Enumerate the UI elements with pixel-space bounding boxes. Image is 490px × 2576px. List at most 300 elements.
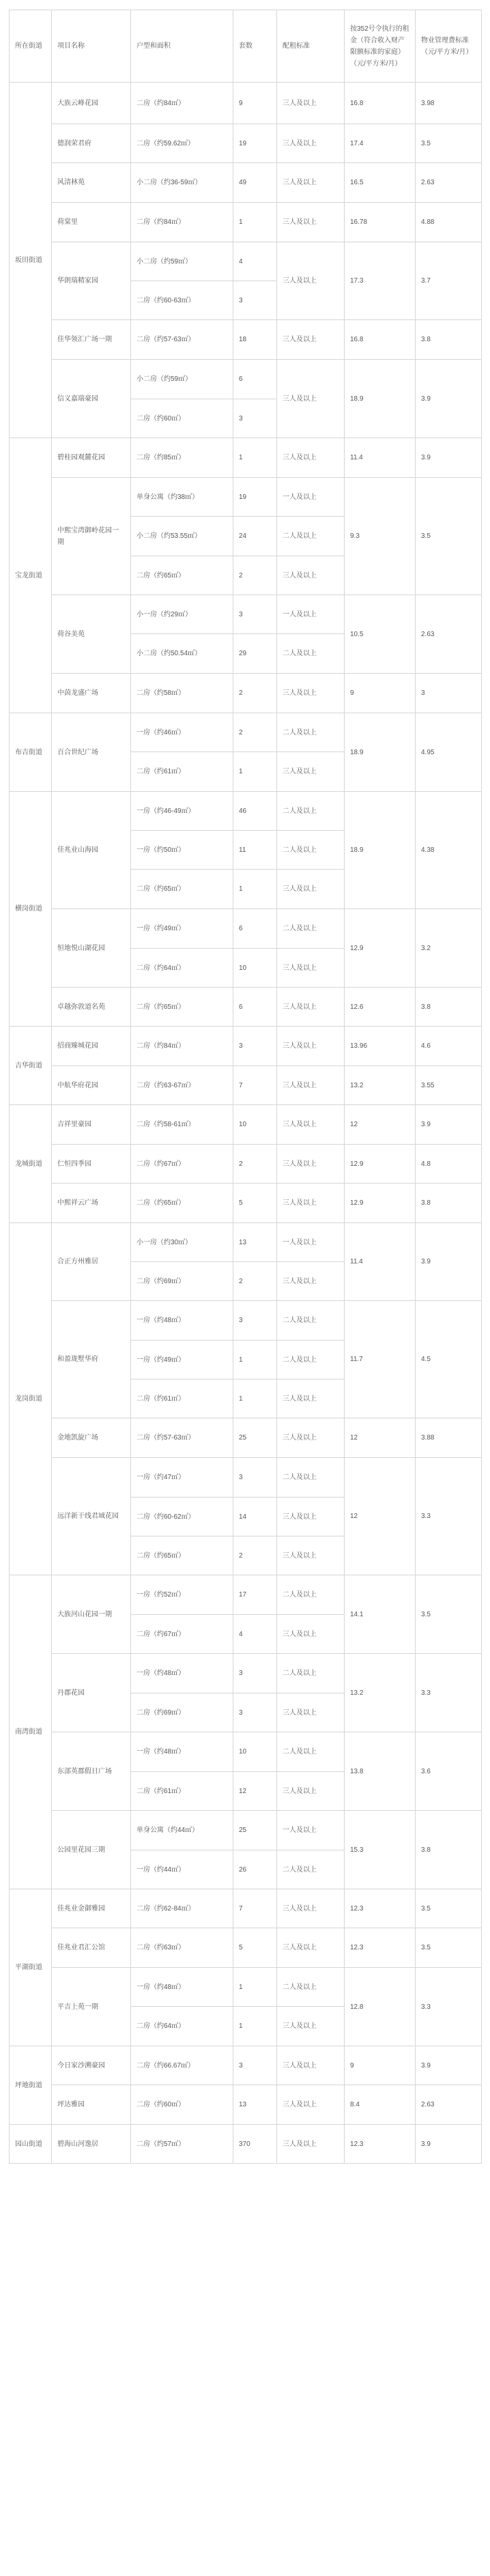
table-cell: 二房（约67㎡） bbox=[131, 1615, 233, 1654]
property-fee-cell: 3.7 bbox=[416, 242, 482, 320]
header-street: 所在街道 bbox=[10, 10, 52, 83]
unit-count-cell: 6 bbox=[233, 988, 277, 1027]
property-fee-cell: 4.38 bbox=[416, 792, 482, 909]
rent-cell: 18.9 bbox=[345, 713, 416, 792]
table-cell: 二房（约61㎡） bbox=[131, 752, 233, 792]
property-fee-cell: 3.9 bbox=[416, 360, 482, 438]
rent-cell: 13.8 bbox=[345, 1732, 416, 1811]
table-row bbox=[10, 1811, 482, 1850]
allocation-cell: 三人及以上 bbox=[277, 242, 345, 320]
property-fee-cell: 3.3 bbox=[416, 1654, 482, 1732]
rent-cell: 12 bbox=[345, 1105, 416, 1145]
table-cell: 三人及以上 bbox=[277, 1772, 345, 1811]
table-cell: 二房（约61㎡） bbox=[131, 1379, 233, 1418]
table-row bbox=[10, 242, 482, 281]
unit-count-cell: 2 bbox=[233, 713, 277, 752]
table-cell: 三人及以上 bbox=[277, 1615, 345, 1654]
rent-cell: 16.78 bbox=[345, 203, 416, 242]
property-fee-cell: 3.5 bbox=[416, 1928, 482, 1968]
allocation-cell: 三人及以上 bbox=[277, 83, 345, 124]
rent-cell: 10.5 bbox=[345, 595, 416, 674]
rent-cell: 13.2 bbox=[345, 1654, 416, 1732]
rent-cell: 8.4 bbox=[345, 2085, 416, 2125]
table-row bbox=[10, 1968, 482, 2007]
street-cell: 园山街道 bbox=[10, 2125, 52, 2164]
unit-type-cell: 二房（约84㎡） bbox=[131, 1027, 233, 1066]
table-cell: 3 bbox=[233, 1693, 277, 1732]
allocation-cell: 一人及以上 bbox=[277, 1223, 345, 1262]
rental-table-wrapper bbox=[9, 10, 482, 2164]
table-cell: 三人及以上 bbox=[277, 1498, 345, 1536]
table-cell: 1 bbox=[233, 1379, 277, 1418]
table-row bbox=[10, 478, 482, 517]
table-row bbox=[10, 1458, 482, 1498]
unit-count-cell: 1 bbox=[233, 438, 277, 478]
header-unit-type-area: 户型和面积 bbox=[131, 10, 233, 83]
rent-cell: 17.4 bbox=[345, 124, 416, 163]
unit-type-cell: 单身公寓（约44㎡） bbox=[131, 1811, 233, 1850]
table-cell: 1 bbox=[233, 752, 277, 792]
project-name-cell: 佳兆业君汇公馆 bbox=[52, 1928, 131, 1968]
unit-count-cell: 6 bbox=[233, 909, 277, 949]
property-fee-cell: 3.55 bbox=[416, 1066, 482, 1105]
allocation-cell: 三人及以上 bbox=[277, 203, 345, 242]
table-row bbox=[10, 2046, 482, 2085]
unit-count-cell: 3 bbox=[233, 2046, 277, 2085]
table-row bbox=[10, 320, 482, 360]
property-fee-cell: 2.63 bbox=[416, 163, 482, 203]
table-row bbox=[10, 438, 482, 478]
rent-cell: 16.5 bbox=[345, 163, 416, 203]
table-cell: 1 bbox=[233, 1341, 277, 1379]
street-cell: 宝龙街道 bbox=[10, 438, 52, 713]
property-fee-cell: 3 bbox=[416, 674, 482, 713]
table-row bbox=[10, 1066, 482, 1105]
project-name-cell: 佳华领汇广场一期 bbox=[52, 320, 131, 360]
rent-cell: 12.9 bbox=[345, 909, 416, 988]
table-row bbox=[10, 1145, 482, 1184]
street-cell: 坪地街道 bbox=[10, 2046, 52, 2125]
allocation-cell: 三人及以上 bbox=[277, 1145, 345, 1184]
street-cell: 平湖街道 bbox=[10, 1889, 52, 2046]
table-cell: 2 bbox=[233, 1536, 277, 1575]
table-cell: 二房（约60㎡） bbox=[131, 399, 233, 438]
project-name-cell: 德润荣君府 bbox=[52, 124, 131, 163]
property-fee-cell: 3.5 bbox=[416, 124, 482, 163]
table-row bbox=[10, 713, 482, 752]
street-cell: 坂田街道 bbox=[10, 83, 52, 438]
property-fee-cell: 3.9 bbox=[416, 2125, 482, 2164]
table-cell: 2 bbox=[233, 1262, 277, 1301]
unit-count-cell: 3 bbox=[233, 1301, 277, 1341]
property-fee-cell: 3.8 bbox=[416, 988, 482, 1027]
table-header-row bbox=[10, 10, 482, 83]
table-row bbox=[10, 1301, 482, 1341]
project-name-cell: 恒地悦山湖花园 bbox=[52, 909, 131, 988]
rent-cell: 15.3 bbox=[345, 1811, 416, 1889]
table-cell: 二房（约65㎡） bbox=[131, 870, 233, 909]
unit-type-cell: 二房（约57㎡） bbox=[131, 2125, 233, 2164]
rent-cell: 17.3 bbox=[345, 242, 416, 320]
table-cell: 三人及以上 bbox=[277, 1379, 345, 1418]
table-cell: 三人及以上 bbox=[277, 2007, 345, 2046]
table-row bbox=[10, 1105, 482, 1145]
project-name-cell: 公园里花园三期 bbox=[52, 1811, 131, 1889]
allocation-cell: 三人及以上 bbox=[277, 1184, 345, 1223]
property-fee-cell: 3.5 bbox=[416, 478, 482, 595]
table-cell: 二房（约64㎡） bbox=[131, 2007, 233, 2046]
unit-count-cell: 370 bbox=[233, 2125, 277, 2164]
unit-count-cell: 19 bbox=[233, 478, 277, 517]
project-name-cell: 碧海山河逸居 bbox=[52, 2125, 131, 2164]
unit-type-cell: 小一房（约30㎡） bbox=[131, 1223, 233, 1262]
street-cell: 龙城街道 bbox=[10, 1105, 52, 1223]
unit-count-cell: 18 bbox=[233, 320, 277, 360]
project-name-cell: 百合世纪广场 bbox=[52, 713, 131, 792]
table-cell: 二人及以上 bbox=[277, 517, 345, 556]
rent-cell: 13.2 bbox=[345, 1066, 416, 1105]
header-rent: 按352号令执行的租金（符合收入财产限额标准的家庭）（元/平方米/月） bbox=[345, 10, 416, 83]
property-fee-cell: 3.3 bbox=[416, 1968, 482, 2046]
table-cell: 三人及以上 bbox=[277, 556, 345, 595]
table-cell: 3 bbox=[233, 281, 277, 320]
unit-count-cell: 19 bbox=[233, 124, 277, 163]
unit-count-cell: 10 bbox=[233, 1105, 277, 1145]
table-row bbox=[10, 1575, 482, 1615]
table-cell: 2 bbox=[233, 556, 277, 595]
allocation-cell: 三人及以上 bbox=[277, 1418, 345, 1458]
rent-cell: 12.9 bbox=[345, 1184, 416, 1223]
unit-count-cell: 25 bbox=[233, 1418, 277, 1458]
unit-type-cell: 一房（约49㎡） bbox=[131, 909, 233, 949]
unit-type-cell: 小二房（约36-59㎡） bbox=[131, 163, 233, 203]
unit-count-cell: 1 bbox=[233, 203, 277, 242]
allocation-cell: 一人及以上 bbox=[277, 478, 345, 517]
rent-cell: 9 bbox=[345, 674, 416, 713]
project-name-cell: 平吉上苑一期 bbox=[52, 1968, 131, 2046]
rent-cell: 9.3 bbox=[345, 478, 416, 595]
table-cell: 1 bbox=[233, 2007, 277, 2046]
table-cell: 二人及以上 bbox=[277, 1341, 345, 1379]
project-name-cell: 仁恒四季园 bbox=[52, 1145, 131, 1184]
table-row bbox=[10, 124, 482, 163]
project-name-cell: 远洋新干线君域花园 bbox=[52, 1458, 131, 1575]
unit-type-cell: 二房（约67㎡） bbox=[131, 1145, 233, 1184]
table-cell: 一房（约50㎡） bbox=[131, 831, 233, 870]
table-cell: 12 bbox=[233, 1772, 277, 1811]
allocation-cell: 二人及以上 bbox=[277, 792, 345, 831]
table-row bbox=[10, 360, 482, 399]
unit-type-cell: 一房（约48㎡） bbox=[131, 1732, 233, 1772]
rent-cell: 12.6 bbox=[345, 988, 416, 1027]
project-name-cell: 荷谷美苑 bbox=[52, 595, 131, 674]
table-row bbox=[10, 1732, 482, 1772]
unit-count-cell: 25 bbox=[233, 1811, 277, 1850]
project-name-cell: 合正方州雅居 bbox=[52, 1223, 131, 1301]
rent-cell: 13.96 bbox=[345, 1027, 416, 1066]
table-cell: 小二房（约50.54㎡） bbox=[131, 634, 233, 674]
unit-type-cell: 小二房（约59㎡） bbox=[131, 242, 233, 281]
unit-type-cell: 一房（约47㎡） bbox=[131, 1458, 233, 1498]
table-cell: 三人及以上 bbox=[277, 949, 345, 988]
project-name-cell: 卓越弥敦道名苑 bbox=[52, 988, 131, 1027]
table-row bbox=[10, 2085, 482, 2125]
header-property-fee: 物业管理费标准（元/平方米/月） bbox=[416, 10, 482, 83]
table-row bbox=[10, 909, 482, 949]
unit-type-cell: 小一房（约29㎡） bbox=[131, 595, 233, 634]
property-fee-cell: 3.8 bbox=[416, 1184, 482, 1223]
rent-cell: 11.4 bbox=[345, 438, 416, 478]
table-cell: 11 bbox=[233, 831, 277, 870]
property-fee-cell: 3.5 bbox=[416, 1575, 482, 1654]
unit-type-cell: 一房（约48㎡） bbox=[131, 1301, 233, 1341]
property-fee-cell: 3.9 bbox=[416, 2046, 482, 2085]
project-name-cell: 东部英郡假日广场 bbox=[52, 1732, 131, 1811]
project-name-cell: 丹郡花园 bbox=[52, 1654, 131, 1732]
unit-count-cell: 3 bbox=[233, 1654, 277, 1693]
unit-type-cell: 一房（约52㎡） bbox=[131, 1575, 233, 1615]
table-row bbox=[10, 1223, 482, 1262]
table-cell: 29 bbox=[233, 634, 277, 674]
project-name-cell: 大族云峰花园 bbox=[52, 83, 131, 124]
property-fee-cell: 4.95 bbox=[416, 713, 482, 792]
unit-count-cell: 6 bbox=[233, 360, 277, 399]
table-cell: 三人及以上 bbox=[277, 870, 345, 909]
table-cell: 24 bbox=[233, 517, 277, 556]
allocation-cell: 三人及以上 bbox=[277, 163, 345, 203]
table-row bbox=[10, 1928, 482, 1968]
table-cell: 小二房（约53.55㎡） bbox=[131, 517, 233, 556]
rent-cell: 11.7 bbox=[345, 1301, 416, 1418]
allocation-cell: 一人及以上 bbox=[277, 1811, 345, 1850]
table-row bbox=[10, 163, 482, 203]
table-cell: 二房（约65㎡） bbox=[131, 556, 233, 595]
property-fee-cell: 3.9 bbox=[416, 1223, 482, 1301]
allocation-cell: 二人及以上 bbox=[277, 1654, 345, 1693]
table-cell: 三人及以上 bbox=[277, 752, 345, 792]
allocation-cell: 二人及以上 bbox=[277, 713, 345, 752]
table-cell: 二房（约64㎡） bbox=[131, 949, 233, 988]
unit-count-cell: 7 bbox=[233, 1066, 277, 1105]
street-cell: 南湾街道 bbox=[10, 1575, 52, 1889]
table-row bbox=[10, 1654, 482, 1693]
property-fee-cell: 3.3 bbox=[416, 1458, 482, 1575]
property-fee-cell: 4.5 bbox=[416, 1301, 482, 1418]
unit-type-cell: 二房（约85㎡） bbox=[131, 438, 233, 478]
header-allocation-standard: 配租标准 bbox=[277, 10, 345, 83]
table-cell: 二房（约60-63㎡） bbox=[131, 281, 233, 320]
table-cell: 三人及以上 bbox=[277, 1262, 345, 1301]
rent-cell: 16.8 bbox=[345, 320, 416, 360]
rent-cell: 16.8 bbox=[345, 83, 416, 124]
street-cell: 吉华街道 bbox=[10, 1027, 52, 1105]
project-name-cell: 招商臻城花园 bbox=[52, 1027, 131, 1066]
allocation-cell: 三人及以上 bbox=[277, 124, 345, 163]
unit-type-cell: 二房（约84㎡） bbox=[131, 203, 233, 242]
allocation-cell: 二人及以上 bbox=[277, 1575, 345, 1615]
table-cell: 4 bbox=[233, 1615, 277, 1654]
rent-cell: 14.1 bbox=[345, 1575, 416, 1654]
table-row bbox=[10, 83, 482, 124]
unit-count-cell: 46 bbox=[233, 792, 277, 831]
unit-count-cell: 2 bbox=[233, 674, 277, 713]
unit-count-cell: 1 bbox=[233, 1968, 277, 2007]
unit-count-cell: 13 bbox=[233, 1223, 277, 1262]
unit-count-cell: 3 bbox=[233, 1027, 277, 1066]
property-fee-cell: 2.63 bbox=[416, 2085, 482, 2125]
allocation-cell: 三人及以上 bbox=[277, 438, 345, 478]
allocation-cell: 三人及以上 bbox=[277, 2046, 345, 2085]
unit-type-cell: 一房（约48㎡） bbox=[131, 1968, 233, 2007]
street-cell: 布吉街道 bbox=[10, 713, 52, 792]
project-name-cell: 和盈珑墅华府 bbox=[52, 1301, 131, 1418]
project-name-cell: 碧桂园观麓花园 bbox=[52, 438, 131, 478]
rent-cell: 12.9 bbox=[345, 1145, 416, 1184]
rent-cell: 18.9 bbox=[345, 792, 416, 909]
property-fee-cell: 3.8 bbox=[416, 1811, 482, 1889]
property-fee-cell: 3.5 bbox=[416, 1889, 482, 1928]
table-cell: 26 bbox=[233, 1850, 277, 1889]
street-cell: 龙岗街道 bbox=[10, 1223, 52, 1575]
table-cell: 二人及以上 bbox=[277, 634, 345, 674]
property-fee-cell: 3.88 bbox=[416, 1418, 482, 1458]
table-cell: 一房（约44㎡） bbox=[131, 1850, 233, 1889]
property-fee-cell: 3.6 bbox=[416, 1732, 482, 1811]
unit-type-cell: 二房（约60㎡） bbox=[131, 2085, 233, 2125]
table-row bbox=[10, 674, 482, 713]
unit-count-cell: 5 bbox=[233, 1928, 277, 1968]
rent-cell: 18.9 bbox=[345, 360, 416, 438]
table-row bbox=[10, 1184, 482, 1223]
unit-type-cell: 二房（约63-67㎡） bbox=[131, 1066, 233, 1105]
table-cell: 二房（约65㎡） bbox=[131, 1536, 233, 1575]
rent-cell: 12.3 bbox=[345, 1889, 416, 1928]
table-row bbox=[10, 1027, 482, 1066]
unit-count-cell: 17 bbox=[233, 1575, 277, 1615]
rent-cell: 9 bbox=[345, 2046, 416, 2085]
project-name-cell: 华朗瑞精家园 bbox=[52, 242, 131, 320]
project-name-cell: 中航华府花园 bbox=[52, 1066, 131, 1105]
project-name-cell: 金地凯旋广场 bbox=[52, 1418, 131, 1458]
unit-count-cell: 3 bbox=[233, 1458, 277, 1498]
unit-type-cell: 一房（约46㎡） bbox=[131, 713, 233, 752]
rent-cell: 11.4 bbox=[345, 1223, 416, 1301]
unit-count-cell: 10 bbox=[233, 1732, 277, 1772]
rent-cell: 12 bbox=[345, 1458, 416, 1575]
unit-count-cell: 2 bbox=[233, 1145, 277, 1184]
rent-cell: 12 bbox=[345, 1418, 416, 1458]
table-row bbox=[10, 1889, 482, 1928]
rent-cell: 12.3 bbox=[345, 2125, 416, 2164]
project-name-cell: 吉祥里豪园 bbox=[52, 1105, 131, 1145]
property-fee-cell: 4.8 bbox=[416, 1145, 482, 1184]
property-fee-cell: 3.9 bbox=[416, 438, 482, 478]
project-name-cell: 大族河山花园一期 bbox=[52, 1575, 131, 1654]
table-row bbox=[10, 792, 482, 831]
table-row bbox=[10, 2125, 482, 2164]
unit-type-cell: 小二房（约59㎡） bbox=[131, 360, 233, 399]
unit-type-cell: 二房（约66.67㎡） bbox=[131, 2046, 233, 2085]
property-fee-cell: 3.2 bbox=[416, 909, 482, 988]
unit-type-cell: 二房（约65㎡） bbox=[131, 1184, 233, 1223]
table-cell: 10 bbox=[233, 949, 277, 988]
table-cell: 一房（约49㎡） bbox=[131, 1341, 233, 1379]
table-body bbox=[10, 83, 482, 2164]
allocation-cell: 三人及以上 bbox=[277, 1889, 345, 1928]
table-cell: 二房（约61㎡） bbox=[131, 1772, 233, 1811]
allocation-cell: 三人及以上 bbox=[277, 2125, 345, 2164]
unit-type-cell: 二房（约57-63㎡） bbox=[131, 1418, 233, 1458]
project-name-cell: 中熙祥云广场 bbox=[52, 1184, 131, 1223]
table-cell: 三人及以上 bbox=[277, 1536, 345, 1575]
property-fee-cell: 3.8 bbox=[416, 320, 482, 360]
project-name-cell: 佳兆业金御雅园 bbox=[52, 1889, 131, 1928]
project-name-cell: 中熙宝湾御岭花园一期 bbox=[52, 478, 131, 595]
table-cell: 3 bbox=[233, 399, 277, 438]
allocation-cell: 三人及以上 bbox=[277, 1105, 345, 1145]
unit-type-cell: 二房（约59.62㎡） bbox=[131, 124, 233, 163]
project-name-cell: 信义嘉瑞豪园 bbox=[52, 360, 131, 438]
table-cell: 14 bbox=[233, 1498, 277, 1536]
project-name-cell: 风清林苑 bbox=[52, 163, 131, 203]
table-cell: 二人及以上 bbox=[277, 831, 345, 870]
unit-type-cell: 一房（约46-49㎡） bbox=[131, 792, 233, 831]
table-cell: 二房（约60-62㎡） bbox=[131, 1498, 233, 1536]
unit-count-cell: 3 bbox=[233, 595, 277, 634]
allocation-cell: 三人及以上 bbox=[277, 674, 345, 713]
unit-type-cell: 二房（约57-63㎡） bbox=[131, 320, 233, 360]
unit-type-cell: 二房（约58㎡） bbox=[131, 674, 233, 713]
allocation-cell: 二人及以上 bbox=[277, 1301, 345, 1341]
property-fee-cell: 4.6 bbox=[416, 1027, 482, 1066]
allocation-cell: 三人及以上 bbox=[277, 2085, 345, 2125]
rent-cell: 12.8 bbox=[345, 1968, 416, 2046]
unit-count-cell: 13 bbox=[233, 2085, 277, 2125]
allocation-cell: 二人及以上 bbox=[277, 1458, 345, 1498]
property-fee-cell: 3.9 bbox=[416, 1105, 482, 1145]
allocation-cell: 三人及以上 bbox=[277, 360, 345, 438]
table-cell: 二房（约69㎡） bbox=[131, 1262, 233, 1301]
unit-type-cell: 一房（约48㎡） bbox=[131, 1654, 233, 1693]
unit-type-cell: 单身公寓（约38㎡） bbox=[131, 478, 233, 517]
unit-count-cell: 7 bbox=[233, 1889, 277, 1928]
table-row bbox=[10, 988, 482, 1027]
property-fee-cell: 2.63 bbox=[416, 595, 482, 674]
property-fee-cell: 4.88 bbox=[416, 203, 482, 242]
property-fee-cell: 3.98 bbox=[416, 83, 482, 124]
project-name-cell: 荷棠里 bbox=[52, 203, 131, 242]
project-name-cell: 佳兆业山海园 bbox=[52, 792, 131, 909]
header-project-name: 项目名称 bbox=[52, 10, 131, 83]
allocation-cell: 三人及以上 bbox=[277, 988, 345, 1027]
table-cell: 二房（约69㎡） bbox=[131, 1693, 233, 1732]
allocation-cell: 二人及以上 bbox=[277, 909, 345, 949]
table-cell: 二人及以上 bbox=[277, 1850, 345, 1889]
street-cell: 横岗街道 bbox=[10, 792, 52, 1027]
allocation-cell: 二人及以上 bbox=[277, 1968, 345, 2007]
allocation-cell: 三人及以上 bbox=[277, 1066, 345, 1105]
unit-count-cell: 9 bbox=[233, 83, 277, 124]
rental-housing-table bbox=[9, 10, 482, 2164]
header-unit-count: 套数 bbox=[233, 10, 277, 83]
allocation-cell: 一人及以上 bbox=[277, 595, 345, 634]
unit-type-cell: 二房（约65㎡） bbox=[131, 988, 233, 1027]
allocation-cell: 三人及以上 bbox=[277, 320, 345, 360]
allocation-cell: 二人及以上 bbox=[277, 1732, 345, 1772]
project-name-cell: 今日家沙溯豪园 bbox=[52, 2046, 131, 2085]
table-row bbox=[10, 1418, 482, 1458]
table-cell: 三人及以上 bbox=[277, 1693, 345, 1732]
